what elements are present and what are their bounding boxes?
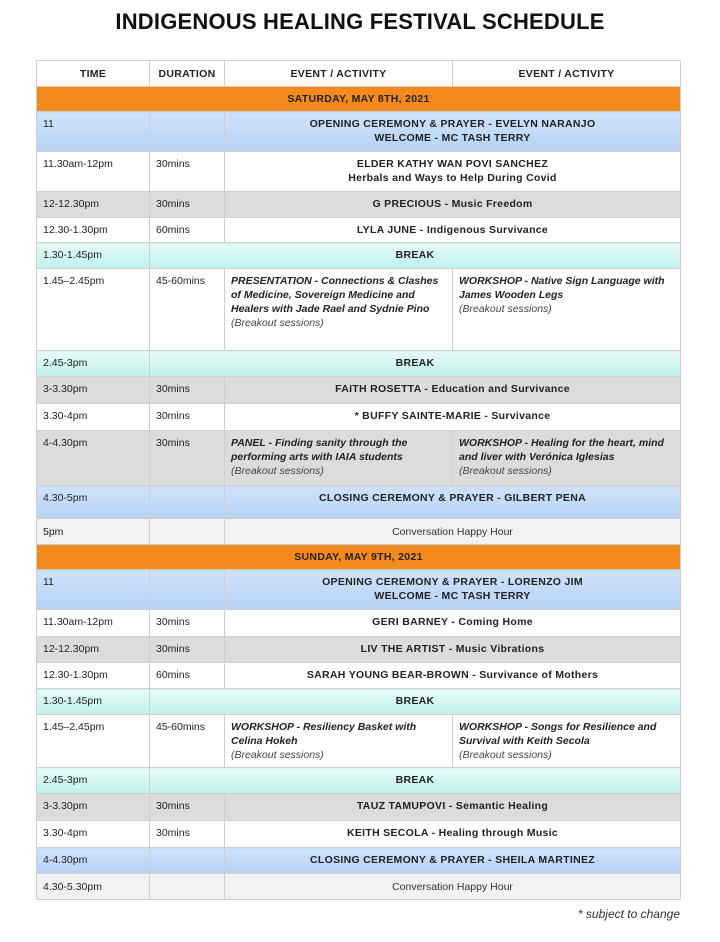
breakout-note: (Breakout sessions) [231,317,324,329]
time-cell: 1.30-1.45pm [37,689,150,715]
event-cell: FAITH ROSETTA - Education and Survivance [225,377,681,404]
table-row [37,152,681,192]
breakout-title: WORKSHOP - Songs for Resilience and Survival with Keith Secola [459,721,657,747]
table-row [37,404,681,431]
event-subtitle: WELCOME - MC TASH TERRY [374,590,531,602]
time-cell: 12.30-1.30pm [37,218,150,243]
duration-cell: 60mins [150,218,225,243]
table-row [37,218,681,243]
duration-cell: 45-60mins [150,269,225,351]
table-row [37,377,681,404]
breakout-title: WORKSHOP - Native Sign Language with James Wooden Legs [459,275,665,301]
table-row [37,715,681,768]
duration-cell: 30mins [150,610,225,637]
breakout-title: PRESENTATION - Connections & Clashes of Medicine, Sovereign Medicine and Healers with Jade Rael and Sydnie Pino [231,275,439,315]
breakout-cell [225,431,453,486]
duration-cell: 30mins [150,192,225,218]
header-time: TIME [37,61,150,87]
break-cell: BREAK [150,243,681,269]
breakout-title: PANEL - Finding sanity through the performing arts with IAIA students [231,437,408,463]
time-cell: 11 [37,112,150,152]
duration-cell [150,486,225,519]
time-cell: 11 [37,570,150,610]
table-row [37,821,681,848]
event-cell [225,152,681,192]
time-cell: 5pm [37,519,150,545]
table-row [37,848,681,874]
breakout-cell [225,715,453,768]
breakout-title: WORKSHOP - Resiliency Basket with Celina Hokeh [231,721,417,747]
break-cell: BREAK [150,689,681,715]
breakout-title: WORKSHOP - Healing for the heart, mind and liver with Verónica Iglesias [459,437,664,463]
time-cell: 12-12.30pm [37,637,150,663]
event-title: ELDER KATHY WAN POVI SANCHEZ [356,158,549,170]
footnote: * subject to change [577,907,680,921]
table-row [37,794,681,821]
time-cell: 12.30-1.30pm [37,663,150,689]
table-header-row [37,61,681,87]
table-row [37,570,681,610]
duration-cell: 30mins [150,431,225,486]
breakout-note: (Breakout sessions) [459,465,552,477]
event-cell: * BUFFY SAINTE-MARIE - Survivance [225,404,681,431]
time-cell: 2.45-3pm [37,351,150,377]
table-row [37,768,681,794]
event-cell: SARAH YOUNG BEAR-BROWN - Survivance of Mothers [225,663,681,689]
duration-cell [150,848,225,874]
duration-cell: 60mins [150,663,225,689]
time-cell: 2.45-3pm [37,768,150,794]
time-cell: 1.45–2.45pm [37,269,150,351]
breakout-cell [453,269,681,351]
table-row [37,689,681,715]
time-cell: 4.30-5.30pm [37,874,150,900]
event-subtitle: WELCOME - MC TASH TERRY [374,132,531,144]
duration-cell: 30mins [150,821,225,848]
schedule-table [36,60,681,900]
duration-cell [150,519,225,545]
break-cell: BREAK [150,768,681,794]
event-cell: KEITH SECOLA - Healing through Music [225,821,681,848]
time-cell: 4.30-5pm [37,486,150,519]
event-cell: G PRECIOUS - Music Freedom [225,192,681,218]
time-cell: 12-12.30pm [37,192,150,218]
header-event-2: EVENT / ACTIVITY [453,61,681,87]
day-header-sunday [37,545,681,570]
event-cell [225,570,681,610]
time-cell: 11.30am-12pm [37,610,150,637]
time-cell: 1.30-1.45pm [37,243,150,269]
time-cell: 3.30-4pm [37,821,150,848]
breakout-note: (Breakout sessions) [459,749,552,761]
event-title: OPENING CEREMONY & PRAYER - EVELYN NARANJO [309,118,596,130]
table-row [37,351,681,377]
table-row [37,431,681,486]
table-row [37,519,681,545]
duration-cell: 30mins [150,152,225,192]
breakout-cell [225,269,453,351]
day-header-saturday [37,87,681,112]
breakout-note: (Breakout sessions) [459,303,552,315]
event-subtitle: Herbals and Ways to Help During Covid [348,172,557,184]
time-cell: 11.30am-12pm [37,152,150,192]
event-cell: TAUZ TAMUPOVI - Semantic Healing [225,794,681,821]
duration-cell: 30mins [150,404,225,431]
time-cell: 3.30-4pm [37,404,150,431]
event-cell: CLOSING CEREMONY & PRAYER - SHEILA MARTINEZ [225,848,681,874]
day-label: SATURDAY, MAY 8TH, 2021 [37,87,681,112]
break-cell: BREAK [150,351,681,377]
event-cell: Conversation Happy Hour [225,874,681,900]
table-row [37,192,681,218]
breakout-note: (Breakout sessions) [231,749,324,761]
table-row [37,243,681,269]
page-title: INDIGENOUS HEALING FESTIVAL SCHEDULE [115,9,605,34]
time-cell: 3-3.30pm [37,377,150,404]
duration-cell: 30mins [150,637,225,663]
header-event-1: EVENT / ACTIVITY [225,61,453,87]
event-cell [225,112,681,152]
table-row [37,874,681,900]
table-row [37,269,681,351]
duration-cell [150,112,225,152]
duration-cell [150,874,225,900]
duration-cell: 30mins [150,377,225,404]
table-row [37,610,681,637]
event-title: OPENING CEREMONY & PRAYER - LORENZO JIM [322,576,583,588]
duration-cell: 45-60mins [150,715,225,768]
breakout-cell [453,431,681,486]
time-cell: 4-4.30pm [37,431,150,486]
event-cell: CLOSING CEREMONY & PRAYER - GILBERT PENA [225,486,681,519]
time-cell: 3-3.30pm [37,794,150,821]
event-cell: GERI BARNEY - Coming Home [225,610,681,637]
table-row [37,637,681,663]
event-cell: LIV THE ARTIST - Music Vibrations [225,637,681,663]
breakout-cell [453,715,681,768]
event-cell: Conversation Happy Hour [225,519,681,545]
breakout-note: (Breakout sessions) [231,465,324,477]
table-row [37,112,681,152]
table-row [37,486,681,519]
duration-cell [150,570,225,610]
time-cell: 4-4.30pm [37,848,150,874]
table-row [37,663,681,689]
event-cell: LYLA JUNE - Indigenous Survivance [225,218,681,243]
duration-cell: 30mins [150,794,225,821]
header-duration: DURATION [150,61,225,87]
time-cell: 1.45–2.45pm [37,715,150,768]
day-label: SUNDAY, MAY 9TH, 2021 [37,545,681,570]
